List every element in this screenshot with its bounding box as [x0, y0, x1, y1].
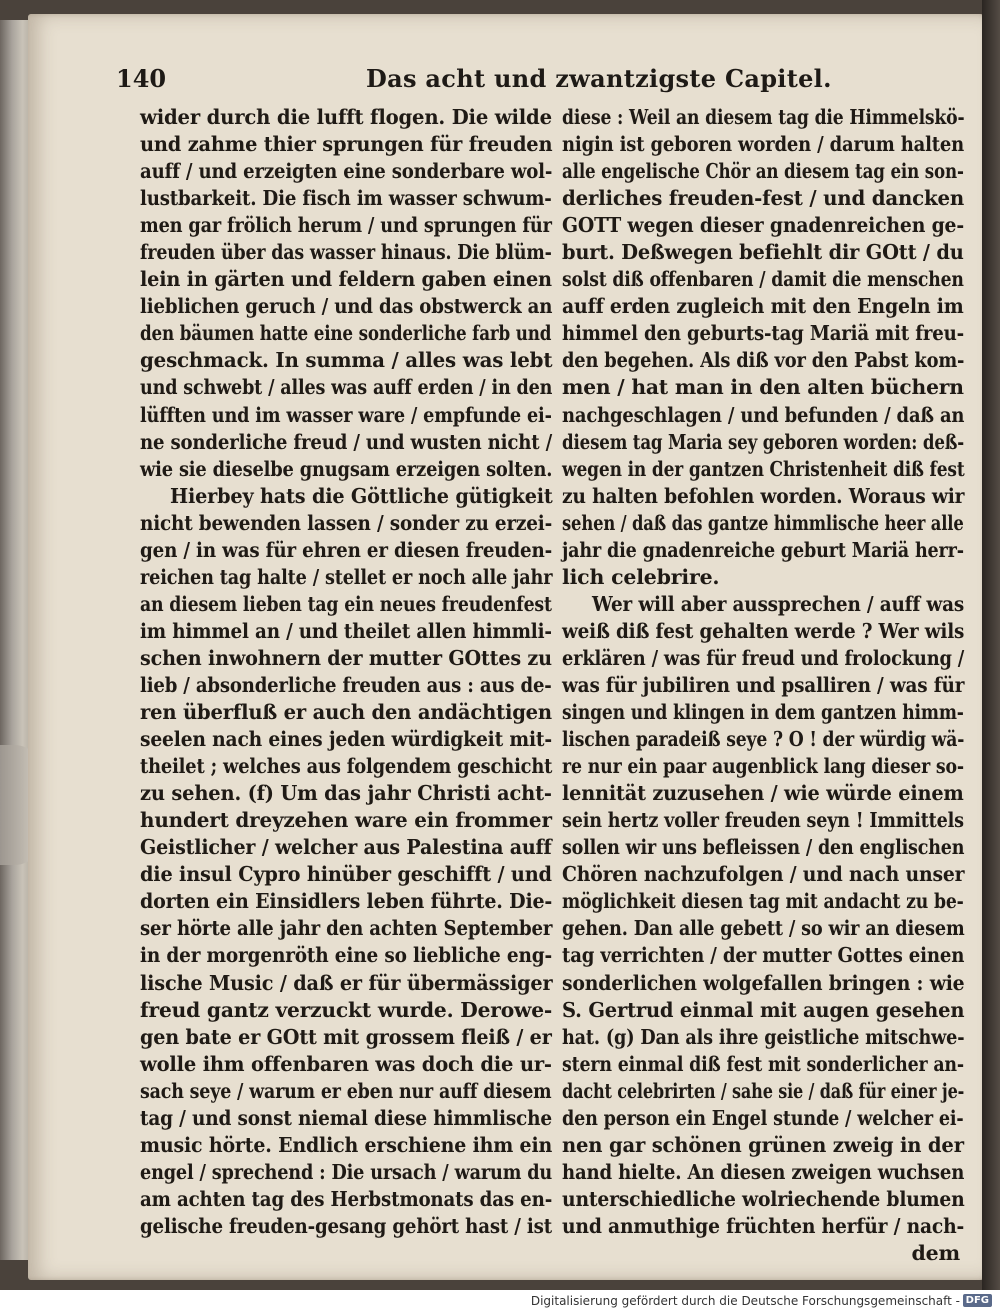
text-line: hundert dreyzehen ware ein frommer — [140, 808, 552, 833]
text-line: ser hörte alle jahr den achten September — [140, 916, 553, 941]
text-line: ren überfluß er auch den andächtigen — [140, 700, 552, 725]
text-line: am achten tag des Herbstmonats das en- — [140, 1186, 553, 1211]
text-line: dacht celebrirten / sahe sie / daß für einer je- — [562, 1078, 965, 1103]
text-line: sach seye / warum er eben nur auff diesem — [140, 1078, 552, 1103]
text-line: reichen tag halte / stellet er noch alle jahr — [140, 564, 553, 589]
text-line: diesem tag Maria sey geboren worden: deß- — [562, 429, 964, 454]
text-line: tag verrichten / der mutter Gottes einen — [562, 943, 965, 968]
text-line: men / hat man in den alten büchern — [562, 375, 964, 400]
text-line: den begehen. Als diß vor den Pabst kom- — [562, 348, 965, 373]
gutter-shadow — [982, 0, 1000, 1290]
text-line: gen / in was für ehren er diesen freuden- — [140, 537, 553, 562]
page-header — [96, 64, 976, 104]
text-line: derliches freuden-fest / und dancken — [562, 186, 965, 211]
text-line: music hörte. Endlich erschiene ihm ein — [140, 1132, 553, 1157]
running-head: Das acht und zwantzigste Capitel. — [366, 64, 832, 93]
text-line: GOTT wegen dieser gnadenreichen ge- — [562, 213, 964, 238]
text-line: wegen in der gantzen Christenheit diß fest — [562, 456, 965, 481]
text-line: schen inwohnern der mutter GOttes zu — [140, 645, 552, 670]
footer-bar — [0, 1290, 1000, 1314]
text-line: stern einmal diß fest mit sonderlicher an- — [562, 1051, 964, 1076]
left-text-column — [140, 104, 552, 1240]
text-line: sollen wir uns befleissen / den englischen — [562, 835, 965, 860]
text-line: weiß diß fest gehalten werde ? Wer wils — [562, 618, 965, 643]
text-line: gelische freuden-gesang gehört hast / ist — [140, 1213, 552, 1238]
dfg-logo: DFG — [963, 1294, 992, 1307]
text-line: unterschiedliche wolriechende blumen — [562, 1186, 965, 1211]
text-line: ne sonderliche freud / und wusten nicht / — [140, 429, 553, 454]
text-line: freud gantz verzuckt wurde. Derowe- — [140, 997, 553, 1022]
text-line: dorten ein Einsidlers leben führte. Die- — [140, 889, 553, 914]
text-line: lich celebrire. — [562, 564, 720, 589]
page-number: 140 — [116, 64, 167, 93]
text-line: re nur ein paar augenblick lang dieser so- — [562, 754, 964, 779]
page-edge-stack — [0, 20, 30, 1260]
text-line: Chören nachzufolgen / und nach unser — [562, 862, 965, 887]
text-line: lieblichen geruch / und das obstwerck an — [140, 294, 553, 319]
text-line: nen gar schönen grünen zweig in der — [562, 1132, 964, 1157]
text-line: burt. Deßwegen befiehlt dir GOtt / du — [562, 240, 964, 265]
text-line: geschmack. In summa / alles was lebt — [140, 348, 553, 373]
text-line: die insul Cypro hinüber geschifft / und — [140, 862, 552, 887]
text-line: und schwebt / alles was auff erden / in den — [140, 375, 553, 400]
text-line: was für jubiliren und psalliren / was für — [562, 672, 965, 697]
footer-credit: Digitalisierung gefördert durch die Deutsche Forschungsgemeinschaft - — [530, 1294, 960, 1308]
text-line: lennität zuzusehen / wie würde einem — [562, 781, 964, 806]
text-line: lustbarkeit. Die fisch im wasser schwum- — [140, 186, 552, 211]
text-line: und zahme thier sprungen für freuden — [140, 132, 553, 157]
text-line: tag / und sonst niemal diese himmlische — [140, 1105, 552, 1130]
text-line: hat. (g) Dan als ihre geistliche mitschwe- — [562, 1024, 965, 1049]
text-line: wider durch die lufft flogen. Die wilde — [140, 105, 552, 129]
text-line: zu halten befohlen worden. Woraus wir — [562, 483, 965, 508]
text-line: sein hertz voller freuden seyn ! Immittels — [562, 808, 964, 833]
text-line: dem — [911, 1240, 960, 1265]
text-line: S. Gertrud einmal mit augen gesehen — [562, 997, 965, 1022]
text-line: nigin ist geboren worden / darum halten — [562, 132, 965, 157]
text-line: wie sie dieselbe gnugsam erzeigen solten. — [140, 456, 553, 481]
text-line: nicht bewenden lassen / sonder zu erzei- — [140, 510, 553, 535]
text-line: men gar frölich herum / und sprungen für — [140, 213, 552, 238]
text-line: lieb / absonderliche freuden aus : aus de- — [140, 672, 552, 697]
text-line: und anmuthige früchten herfür / nach- — [562, 1213, 965, 1238]
text-line: im himmel an / und theilet allen himmli- — [140, 618, 552, 643]
text-line: Hierbey hats die Göttliche gütigkeit — [170, 483, 553, 508]
text-line: lischen paradeiß seye ? O ! der würdig wä- — [562, 727, 965, 752]
text-line: solst diß offenbaren / damit die menschen — [562, 267, 964, 292]
text-line: den bäumen hatte eine sonderliche farb und — [140, 321, 552, 346]
text-line: wolle ihm offenbaren was doch die ur- — [140, 1051, 552, 1076]
right-text-column — [562, 104, 964, 1267]
text-line: Wer will aber aussprechen / auff was — [592, 591, 965, 616]
text-line: freuden über das wasser hinaus. Die blüm- — [140, 240, 552, 265]
text-line: engel / sprechend : Die ursach / warum du — [140, 1159, 553, 1184]
text-line: Geistlicher / welcher aus Palestina auff — [140, 835, 552, 860]
text-line: theilet ; welches aus folgendem geschicht — [140, 754, 553, 779]
text-line: auff / und erzeigten eine sonderbare wol- — [140, 159, 553, 184]
text-line: an diesem lieben tag ein neues freudenfest — [140, 591, 552, 616]
text-line: sonderlichen wolgefallen bringen : wie — [562, 970, 965, 995]
text-line: lische Music / daß er für übermässiger — [140, 970, 553, 995]
text-line: jahr die gnadenreiche geburt Mariä herr- — [562, 537, 964, 562]
text-line: zu sehen. (f) Um das jahr Christi acht- — [140, 781, 552, 806]
text-line: alle engelische Chör an diesem tag ein son- — [562, 159, 964, 184]
text-line: den person ein Engel stunde / welcher ei- — [562, 1105, 964, 1130]
text-line: auff erden zugleich mit den Engeln im — [562, 294, 964, 319]
text-line: hand hielte. An diesen zweigen wuchsen — [562, 1159, 965, 1184]
text-line: himmel den geburts-tag Mariä mit freu- — [562, 321, 964, 346]
text-line: erklären / was für freud und frolockung / — [562, 645, 965, 670]
text-line: möglichkeit diesen tag mit andacht zu be- — [562, 889, 964, 914]
text-line: lein in gärten und feldern gaben einen — [140, 267, 552, 292]
text-line: singen und klingen in dem gantzen himm- — [562, 700, 964, 725]
text-line: diese : Weil an diesem tag die Himmelskö- — [562, 105, 965, 129]
text-line: gen bate er GOtt mit grossem fleiß / er — [140, 1024, 552, 1049]
text-line: seelen nach eines jeden würdigkeit mit- — [140, 727, 552, 752]
text-line: gehen. Dan alle gebett / so wir an diesem — [562, 916, 965, 941]
text-line: lüfften und im wasser ware / empfunde ei- — [140, 402, 552, 427]
text-line: nachgeschlagen / und befunden / daß an — [562, 402, 965, 427]
text-line: sehen / daß das gantze himmlische heer alle — [562, 510, 964, 535]
text-line: in der morgenröth eine so liebliche eng- — [140, 943, 552, 968]
